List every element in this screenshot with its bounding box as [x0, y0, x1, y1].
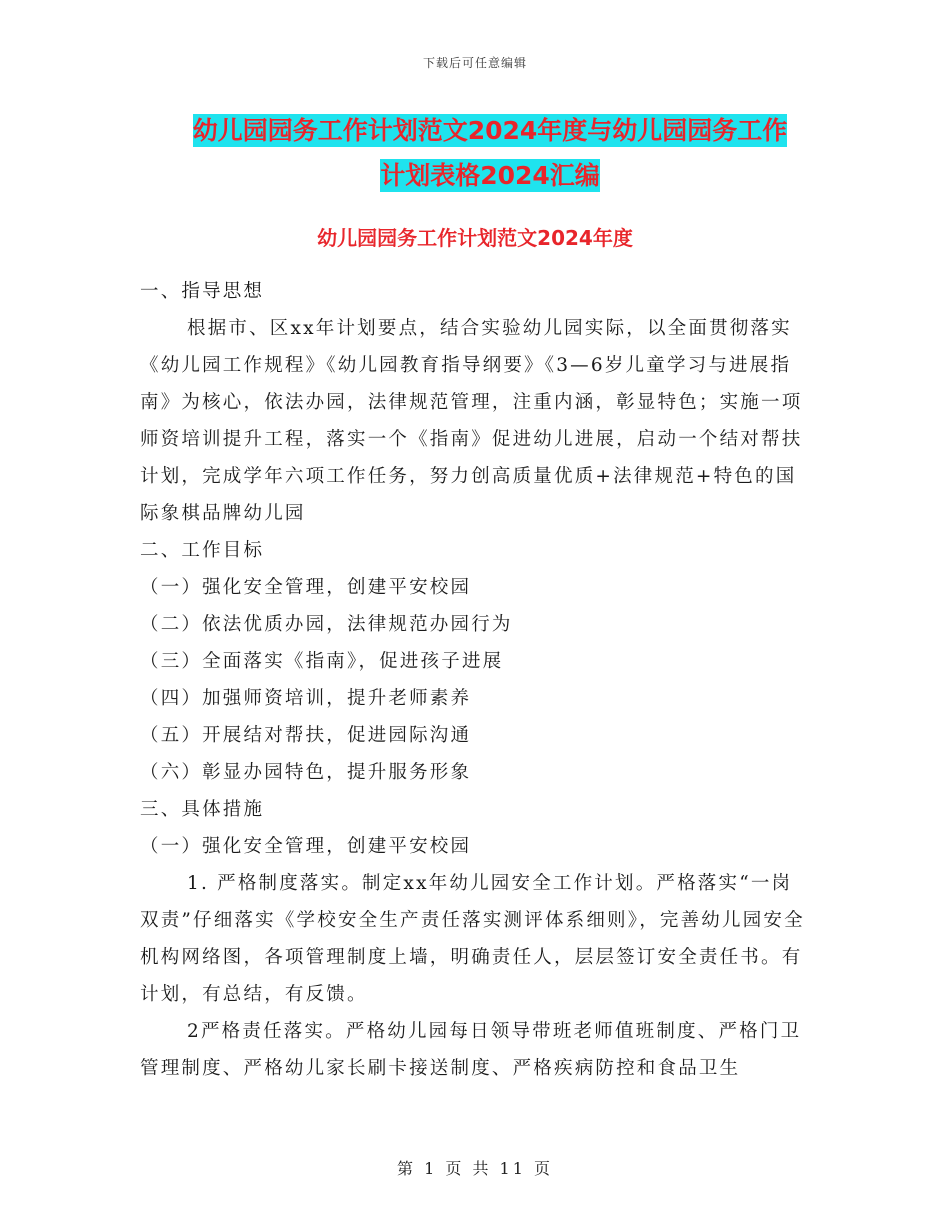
goal-item-6: （六）彰显办园特色，提升服务形象	[140, 762, 472, 783]
measure-paragraph-2: 2严格责任落实。严格幼儿园每日领导带班老师值班制度、严格门卫管理制度、严格幼儿家长刷卡接送制度、严格疾病防控和食品卫生	[140, 1021, 802, 1079]
page-footer: 第 1 页 共 11 页	[397, 1159, 553, 1178]
goal-item-5: （五）开展结对帮扶，促进园际沟通	[140, 725, 472, 746]
measure-paragraph-1: 1. 严格制度落实。制定xx年幼儿园安全工作计划。严格落实“一岗双责”仔细落实《学校安全生产责任落实测评体系细则》，完善幼儿园安全机构网络图，各项管理制度上墙，明确责任人，层层签订安全责任书。有计划，有总结，有反馈。	[140, 873, 805, 1005]
title-line-1: 幼儿园园务工作计划范文2024年度与幼儿园园务工作	[192, 116, 788, 145]
title-line-2: 计划表格2024汇编	[380, 161, 600, 190]
document-body	[140, 273, 808, 1087]
measure-heading-1: （一）强化安全管理，创建平安校园	[140, 836, 472, 857]
goal-item-1: （一）强化安全管理，创建平安校园	[140, 577, 472, 598]
document-title	[140, 108, 840, 198]
heading-guiding-ideology: 一、指导思想	[140, 281, 265, 302]
goal-item-4: （四）加强师资培训，提升老师素养	[140, 688, 472, 709]
heading-specific-measures: 三、具体措施	[140, 799, 265, 820]
page-header: 下载后可任意编辑	[422, 56, 527, 70]
paragraph-guiding-ideology: 根据市、区xx年计划要点，结合实验幼儿园实际，以全面贯彻落实《幼儿园工作规程》《幼儿园教育指导纲要》《3—6岁儿童学习与进展指南》为核心，依法办园，法律规范管理，注重内涵，彰显特色；实施一项师资培训提升工程，落实一个《指南》促进幼儿进展，启动一个结对帮扶计划，完成学年六项工作任务，努力创高质量优质+法律规范+特色的国际象棋品牌幼儿园	[140, 318, 803, 524]
heading-work-goals: 二、工作目标	[140, 540, 265, 561]
goal-item-3: （三）全面落实《指南》，促进孩子进展	[140, 651, 504, 672]
goal-item-2: （二）依法优质办园，法律规范办园行为	[140, 614, 513, 635]
section-title: 幼儿园园务工作计划范文2024年度	[317, 226, 633, 250]
